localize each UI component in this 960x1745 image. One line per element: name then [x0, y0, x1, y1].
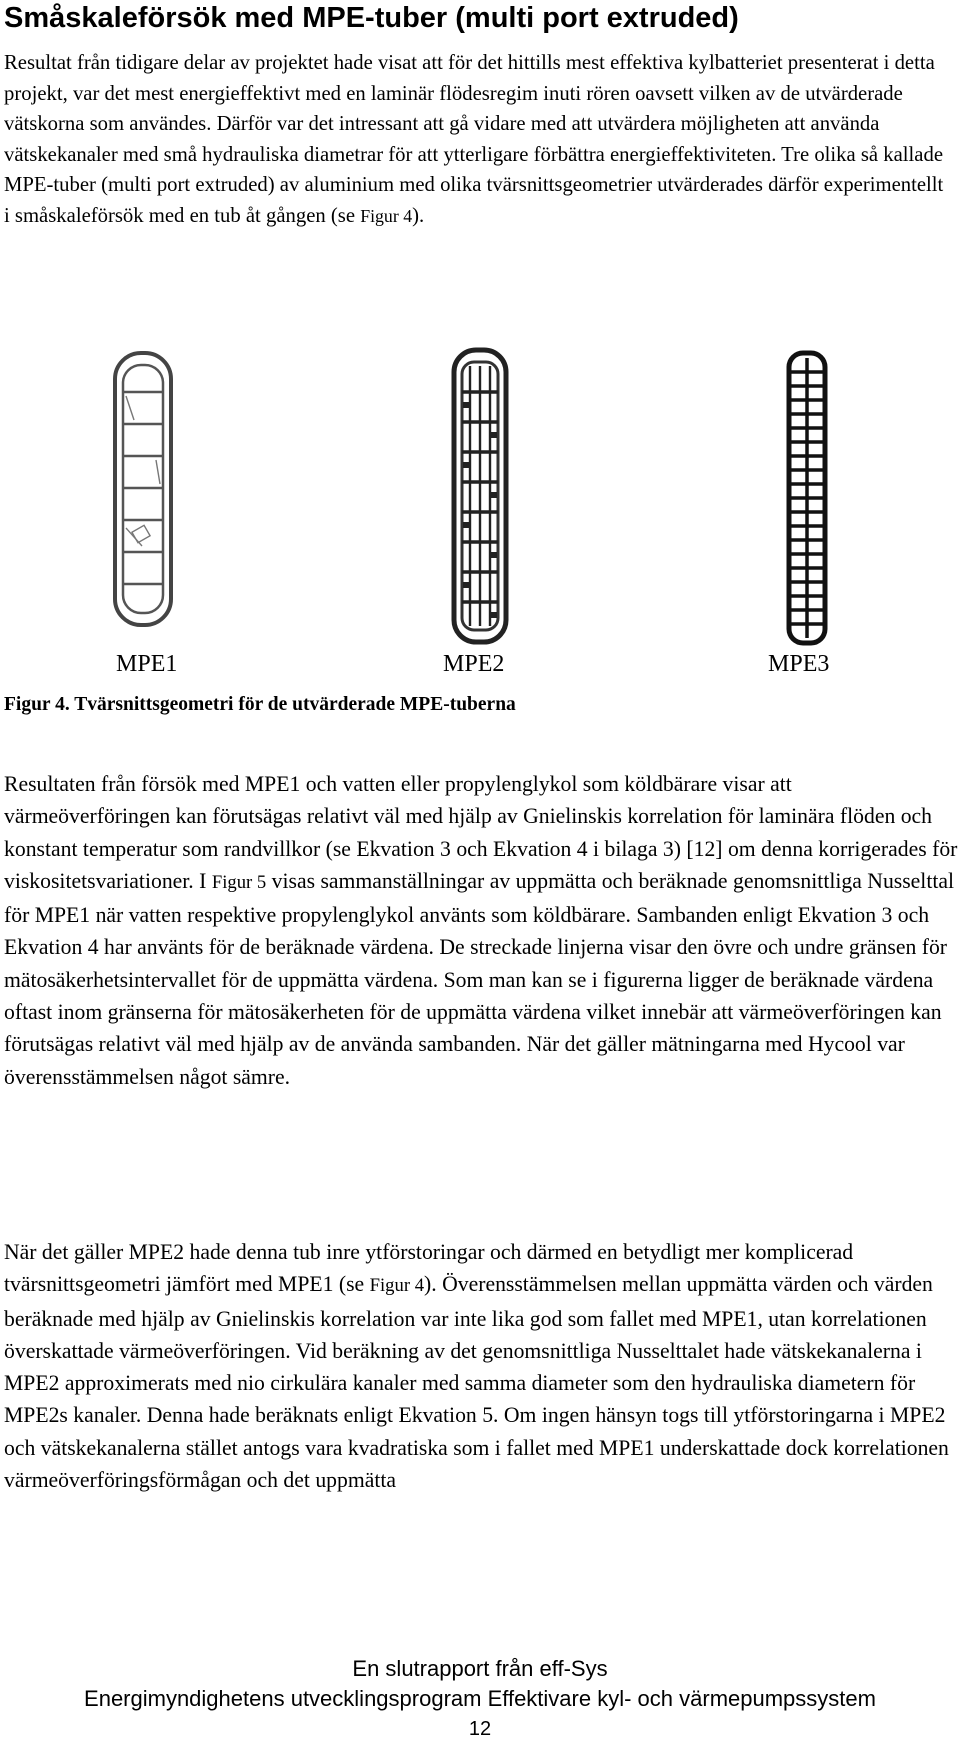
paragraph-intro	[4, 48, 954, 232]
figure-label-mpe3: MPE3	[768, 651, 830, 677]
paragraph-intro-text: Resultat från tidigare delar av projektet hade visat att för det hittills mest effektiva kylbatteriet presenterat i detta projekt, var det mest energieffektivt med en laminär flödesregim inuti rören oavsett vilken av de utvärderade vätskorna som användes. Därför var det intressant att gå vidare med att utvärdera möjligheten att använda vätskekanaler med små hydrauliska diametrar för att ytterligare förbättra energieffektiviteten. Tre olika så kallade MPE-tuber (multi port extruded) av aluminium med olika tvärsnittsgeometrier utvärderades därför experimentellt i småskaleförsök med en tub åt gången (se	[4, 52, 944, 227]
page-number: 12	[468, 1718, 492, 1740]
mpe3-cross-section	[786, 350, 828, 646]
figure-label-mpe1: MPE1	[116, 651, 178, 677]
footer-report-title: En slutrapport från eff-Sys	[352, 1656, 608, 1681]
paragraph-mpe1-text-a: Resultaten från försök med MPE1 och vatten eller propylenglykol som köldbärare visar att värmeöverföringen kan förutsägas relativt väl med hjälp av Gnielinskis korrelation för laminära flöden och konstant temperatur som randvillkor (se Ekvation 3 och Ekvation 4 i bilaga 3) [12] om denna korrigerades för viskositetsvariationer. I	[4, 772, 958, 893]
figure5-reference-link[interactable]: Figur 5	[211, 871, 267, 893]
section-heading: Småskaleförsök med MPE-tuber (multi port extruded)	[4, 2, 739, 34]
paragraph-mpe1-text-b: visas sammanställningar av uppmätta och beräknade genomsnittliga Nusselttal för MPE1 när vatten respektive propylenglykol använts som köldbärare. Sambanden enligt Ekvation 3 och Ekvation 4 har använts för de beräknade värdena. De streckade linjerna visar den övre och undre gränsen för mätosäkerhetsintervallet för de uppmätta värdena. Som man kan se i figurerna ligger de beräknade värdena oftast inom gränserna för mätosäkerheten för de uppmätta värdena vilket innebär att värmeöverföringen kan förutsägas relativt väl med hjälp av de använda sambanden. När det gäller mätningarna med Hycool var överensstämmelsen något sämre.	[4, 868, 955, 1089]
paragraph-mpe2-text-b: ). Överensstämmelsen mellan uppmätta värden och värden beräknade med hjälp av Gnielinskis korrelation var inte lika god som fallet med MPE1, utan korrelationen överskattade värmeöverföringen. Vid beräkning av det genomsnittliga Nusselttalet hade vätskekanalerna i MPE2 approximerats med nio cirkulära kanaler med samma diameter som den hydrauliska diametern för MPE2s kanaler. Denna hade beräknats enligt Ekvation 5. Om ingen hänsyn togs till ytförstoringarna i MPE2 och vätskekanalerna stället antogs vara kvadratiska som i fallet med MPE1 underskattade dock korrelationen värmeöverföringsförmågan och det uppmätta	[4, 1272, 949, 1493]
paragraph-mpe1-results	[4, 768, 958, 1093]
mpe2-cross-section	[450, 346, 510, 646]
figure-reference-link[interactable]: Figur 4	[360, 205, 413, 226]
footer-program-name: Energimyndighetens utvecklingsprogram Effektivare kyl- och värmepumpssystem	[84, 1686, 876, 1711]
paragraph-intro-end: ).	[412, 204, 425, 227]
paragraph-mpe2-text-a: När det gäller MPE2 hade denna tub inre ytförstoringar och därmed en betydligt mer komplicerad tvärsnittsgeometri jämfört med MPE1 (se	[4, 1240, 854, 1297]
figure4-reference-link[interactable]: Figur 4	[369, 1275, 425, 1297]
paragraph-mpe2-results	[4, 1236, 958, 1496]
figure-label-mpe2: MPE2	[443, 651, 505, 677]
figure-caption: Figur 4. Tvärsnittsgeometri för de utvärderade MPE-tuberna	[4, 694, 516, 715]
mpe1-cross-section	[112, 350, 174, 630]
